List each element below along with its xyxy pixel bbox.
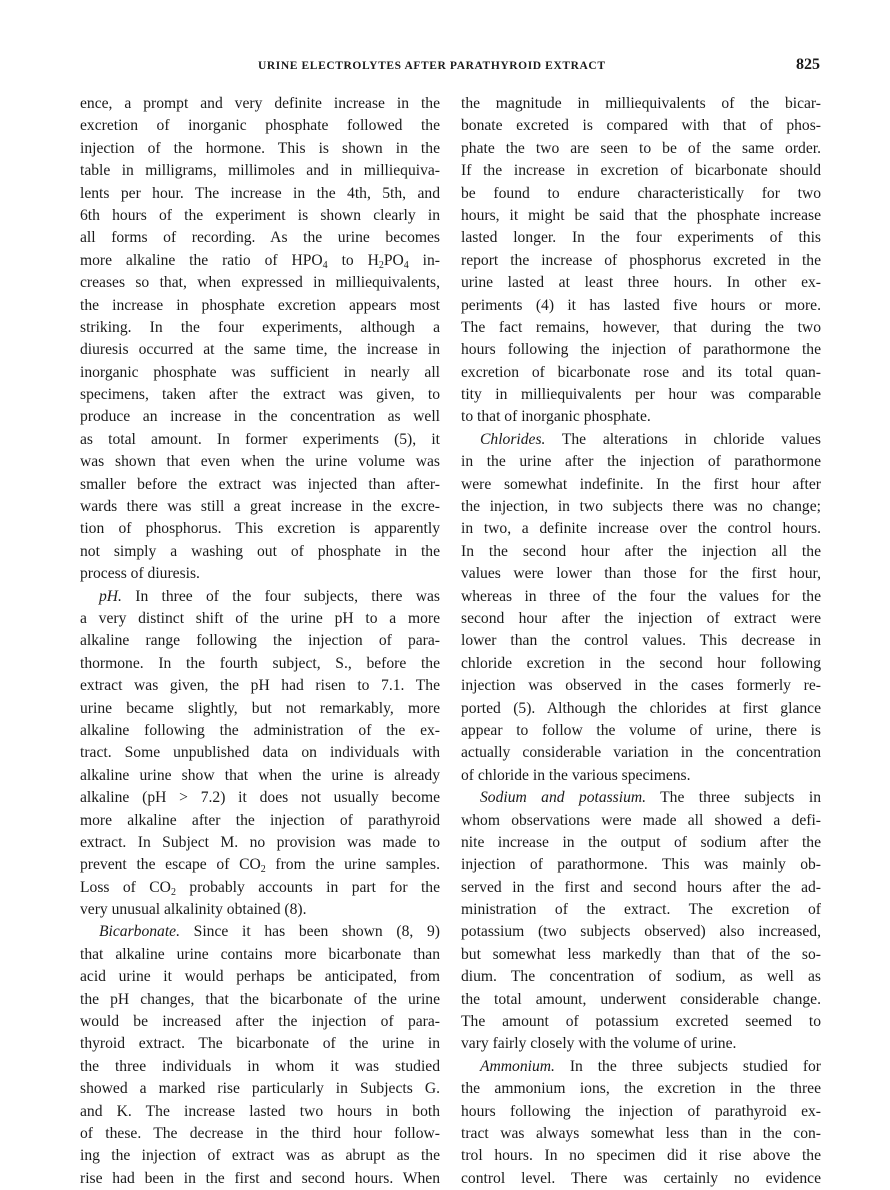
section-bicarbonate-start: Bicarbonate. Since it has been shown (8, 9) (99, 923, 440, 941)
text-line: diuresis occurred at the same time, the increase in (80, 341, 440, 359)
text-line: the three individuals in whom it was studied (80, 1057, 440, 1075)
text-line: extract was given, the pH had risen to 7.1. The (80, 677, 440, 695)
text-line: was shown that even when the urine volume was (80, 453, 440, 471)
text-line: actually considerable variation in the concentration (461, 744, 821, 762)
section-chlorides-start: Chlorides. The alterations in chloride values (480, 430, 821, 448)
text-line: injection of the hormone. This is shown in the (80, 139, 440, 157)
text-line: dium. The concentration of sodium, as well as (461, 968, 821, 986)
text-line: alkaline (pH > 7.2) it does not usually become (80, 789, 440, 807)
text-line: injection was observed in the cases formerly re- (461, 677, 821, 695)
text-line: prevent the escape of $CO_2$ from the urine samples. (80, 856, 440, 876)
text-line: lasted longer. In the four experiments of this (461, 229, 821, 247)
text-line: more alkaline the ratio of $HPO_4$ to $H_2PO_4$ in- (80, 251, 440, 271)
text-line: and K. The increase lasted two hours in both (80, 1102, 440, 1120)
text-line: the injection, in two subjects there was no change; (461, 498, 821, 516)
text-line: hours following the injection of parathormone the (461, 341, 821, 359)
text-line: be found to endure characteristically for two (461, 184, 821, 202)
text-line: were somewhat indefinite. In the first hour after (461, 475, 821, 493)
text-line: thormone. In the fourth subject, S., before the (80, 654, 440, 672)
text-line: the increase in phosphate excretion appears most (80, 296, 440, 314)
text-line: but somewhat less markedly than that of the so- (461, 945, 821, 963)
text-line: not simply a washing out of phosphate in the (80, 542, 440, 560)
text-line: alkaline range following the injection of para- (80, 632, 440, 650)
text-line: would be increased after the injection of para- (80, 1013, 440, 1031)
text-line: that alkaline urine contains more bicarbonate than (80, 945, 440, 963)
section-ammonium-start: Ammonium. In the three subjects studied for (480, 1057, 821, 1075)
text-line: produce an increase in the concentration as well (80, 408, 440, 426)
text-line: in the urine after the injection of parathormone (461, 453, 821, 471)
text-line: showed a marked rise particularly in Subjects G. (80, 1080, 440, 1098)
text-line: trol hours. In no specimen did it rise above the (461, 1147, 821, 1165)
text-line: acid urine it would perhaps be anticipated, from (80, 968, 440, 986)
text-line: report the increase of phosphorus excreted in the (461, 251, 821, 269)
text-line: a very distinct shift of the urine pH to a more (80, 609, 440, 627)
text-line: table in milligrams, millimoles and in milliequiva- (80, 162, 440, 180)
text-line: in two, a definite increase over the control hours. (461, 520, 821, 538)
text-line: Loss of $CO_2$ probably accounts in part for the (80, 878, 440, 898)
text-line: the magnitude in milliequivalents of the bicar- (461, 95, 821, 112)
text-line: all forms of recording. As the urine becomes (80, 229, 440, 247)
text-line: the ammonium ions, the excretion in the three (461, 1080, 821, 1098)
text-line: phate the two are seen to be of the same order. (461, 139, 821, 157)
section-heading: Chlorides. (480, 430, 546, 448)
left-column (80, 93, 440, 1190)
text-line: smaller before the extract was injected than after- (80, 475, 440, 493)
text-line: lents per hour. The increase in the 4th, 5th, and (80, 184, 440, 202)
text-line: The amount of potassium excreted seemed to (461, 1013, 821, 1031)
text-line: excretion of inorganic phosphate followed the (80, 117, 440, 135)
text-line: potassium (two subjects observed) also increased, (461, 923, 821, 941)
text-line: tion of phosphorus. This excretion is apparently (80, 520, 440, 538)
text-line: served in the first and second hours after the ad- (461, 878, 821, 896)
text-line: inorganic phosphate was sufficient in nearly all (80, 363, 440, 381)
text-line: chloride excretion in the second hour following (461, 654, 821, 672)
text-line: ported (5). Although the chlorides at first glance (461, 699, 821, 717)
text-line: thyroid extract. The bicarbonate of the urine in (80, 1035, 440, 1053)
text-line: very unusual alkalinity obtained (8). (80, 901, 307, 919)
text-line: to that of inorganic phosphate. (461, 408, 651, 426)
text-line: urine lasted at least three hours. In other ex- (461, 274, 821, 292)
text-line: excretion of bicarbonate rose and its total quan- (461, 363, 821, 381)
text-line: hours following the injection of parathyroid ex- (461, 1102, 821, 1120)
text-line: alkaline following the administration of the ex- (80, 721, 440, 739)
page-number: 825 (796, 56, 820, 73)
text-line: appear to follow the volume of urine, there is (461, 721, 821, 739)
text-line: whereas in three of the four the values for the (461, 587, 821, 605)
text-line: periments (4) it has lasted five hours or more. (461, 296, 821, 314)
text-line: second hour after the injection of extract were (461, 609, 821, 627)
text-line: creases so that, when expressed in milliequivalents, (80, 274, 440, 292)
section-sodium-potassium-start: Sodium and potassium. The three subjects in (480, 789, 821, 807)
text-line: process of diuresis. (80, 565, 200, 583)
text-line: alkaline urine show that when the urine is already (80, 766, 440, 784)
text-line: control level. There was certainly no evidence (461, 1169, 821, 1187)
section-heading: Bicarbonate. (99, 923, 180, 941)
text-line: extract. In Subject M. no provision was made to (80, 833, 440, 851)
text-line: tract. Some unpublished data on individuals with (80, 744, 440, 762)
text-line: rise had been in the first and second hours. When (80, 1169, 440, 1187)
text-line: specimens, taken after the extract was given, to (80, 386, 440, 404)
text-line: ence, a prompt and very definite increase in the (80, 95, 440, 112)
text-line: values were lower than those for the first hour, (461, 565, 821, 583)
text-line: ing the injection of extract was as abrupt as the (80, 1147, 440, 1165)
text-line: injection of parathormone. This was mainly ob- (461, 856, 821, 874)
text-line: more alkaline after the injection of parathyroid (80, 811, 440, 829)
text-line: of these. The decrease in the third hour follow- (80, 1124, 440, 1142)
text-line: vary fairly closely with the volume of urine. (461, 1035, 737, 1053)
text-line: wards there was still a great increase in the excre- (80, 498, 440, 516)
text-line: urine became slightly, but not remarkably, more (80, 699, 440, 717)
text-line: tract was always somewhat less than in the con- (461, 1124, 821, 1142)
text-line: whom observations were made all showed a defi- (461, 811, 821, 829)
text-line: the pH changes, that the bicarbonate of the urine (80, 990, 440, 1008)
section-heading: Ammonium. (480, 1057, 555, 1075)
section-ph-start: pH. In three of the four subjects, there was (99, 587, 440, 605)
text-line: the total amount, underwent considerable change. (461, 990, 821, 1008)
text-line: ministration of the extract. The excretion of (461, 901, 821, 919)
text-line: hours, it might be said that the phosphate increase (461, 206, 821, 224)
text-line: 6th hours of the experiment is shown clearly in (80, 206, 440, 224)
section-heading: Sodium and potassium. (480, 789, 647, 807)
text-line: tity in milliequivalents per hour was comparable (461, 386, 821, 404)
text-line: nite increase in the output of sodium after the (461, 833, 821, 851)
text-line: of chloride in the various specimens. (461, 766, 691, 784)
text-line: as total amount. In former experiments (5), it (80, 430, 440, 448)
text-line: If the increase in excretion of bicarbonate should (461, 162, 821, 180)
text-line: lower than the control values. This decrease in (461, 632, 821, 650)
section-heading: pH. (99, 587, 122, 605)
running-head: URINE ELECTROLYTES AFTER PARATHYROID EXTRACT (258, 60, 606, 72)
text-line: In the second hour after the injection all the (461, 542, 821, 560)
right-column (461, 93, 821, 1190)
text-line: The fact remains, however, that during the two (461, 318, 821, 336)
text-line: striking. In the four experiments, although a (80, 318, 440, 336)
text-line: bonate excreted is compared with that of phos- (461, 117, 821, 135)
